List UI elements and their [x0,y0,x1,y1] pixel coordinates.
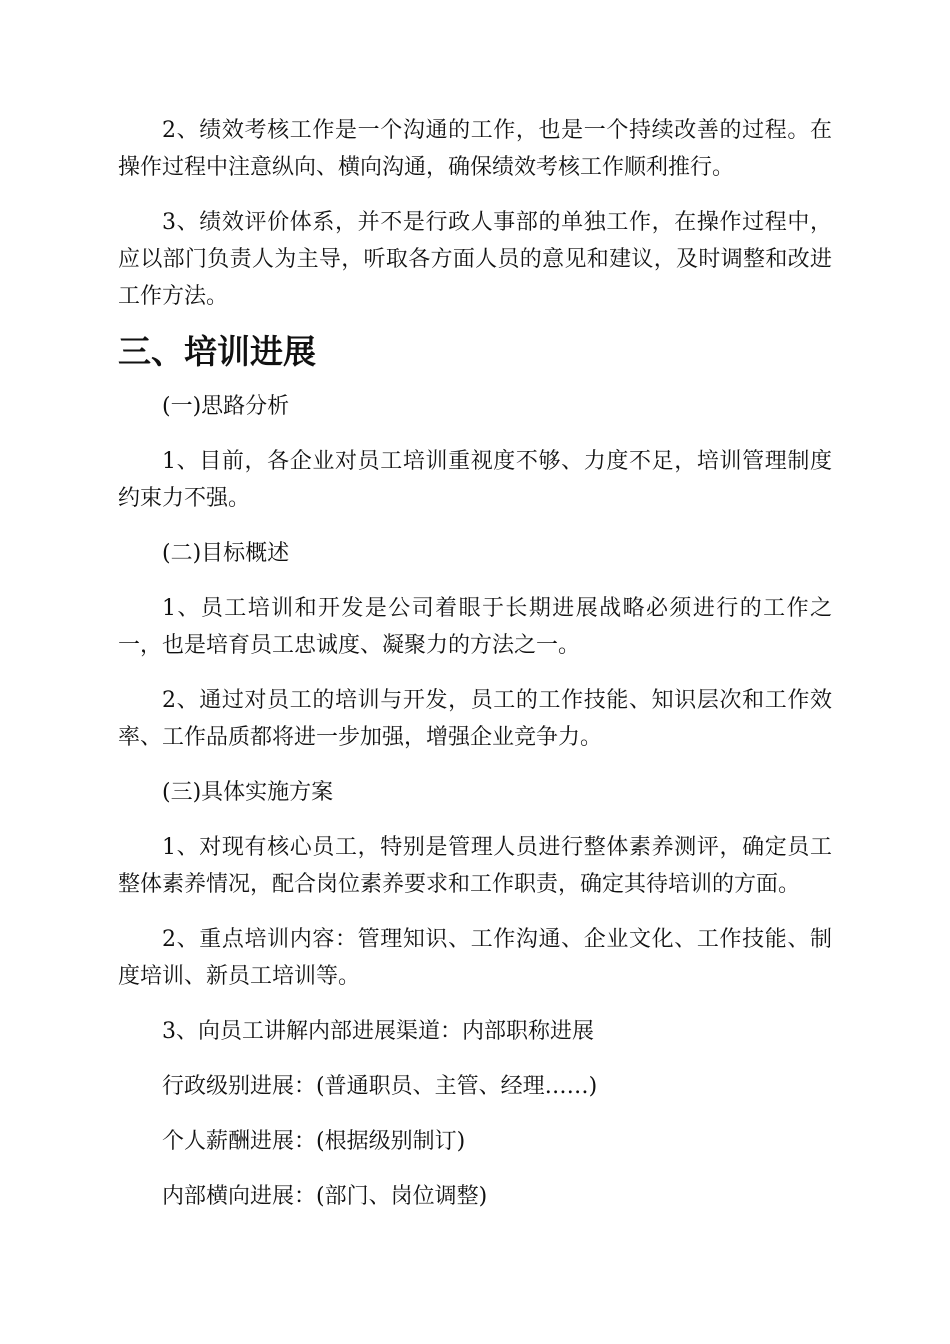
subheading-goals: (二)目标概述 [162,541,290,566]
subheading-analysis: (一)思路分析 [162,394,290,419]
paragraph-2-communication: 2、绩效考核工作是一个沟通的工作，也是一个持续改善的过程。在操作过程中注意纵向、横向沟通，确保绩效考核工作顺利推行。 [118,118,832,180]
paragraph-salary: 个人薪酬进展：(根据级别制订) [162,1129,466,1154]
paragraph-goal-1: 1、员工培训和开发是公司着眼于长期进展战略必须进行的工作之一，也是培育员工忠诚度、凝聚力的方法之一。 [118,596,832,658]
subheading-implementation: (三)具体实施方案 [162,780,334,805]
section-heading-training: 三、培训进展 [118,332,316,371]
paragraph-admin-level: 行政级别进展：(普通职员、主管、经理……) [162,1074,598,1099]
paragraph-impl-1: 1、对现有核心员工，特别是管理人员进行整体素养测评，确定员工整体素养情况，配合岗位素养要求和工作职责，确定其待培训的方面。 [118,835,832,897]
paragraph-impl-2: 2、重点培训内容：管理知识、工作沟通、企业文化、工作技能、制度培训、新员工培训等。 [118,927,832,989]
paragraph-impl-3: 3、向员工讲解内部进展渠道：内部职称进展 [162,1019,594,1044]
paragraph-goal-2: 2、通过对员工的培训与开发，员工的工作技能、知识层次和工作效率、工作品质都将进一步加强，增强企业竞争力。 [118,688,832,750]
paragraph-current-status: 1、目前，各企业对员工培训重视度不够、力度不足，培训管理制度约束力不强。 [118,449,832,511]
paragraph-lateral: 内部横向进展：(部门、岗位调整) [162,1184,488,1209]
paragraph-3-evaluation-system: 3、绩效评价体系，并不是行政人事部的单独工作，在操作过程中，应以部门负责人为主导，听取各方面人员的意见和建议，及时调整和改进工作方法。 [118,210,832,309]
